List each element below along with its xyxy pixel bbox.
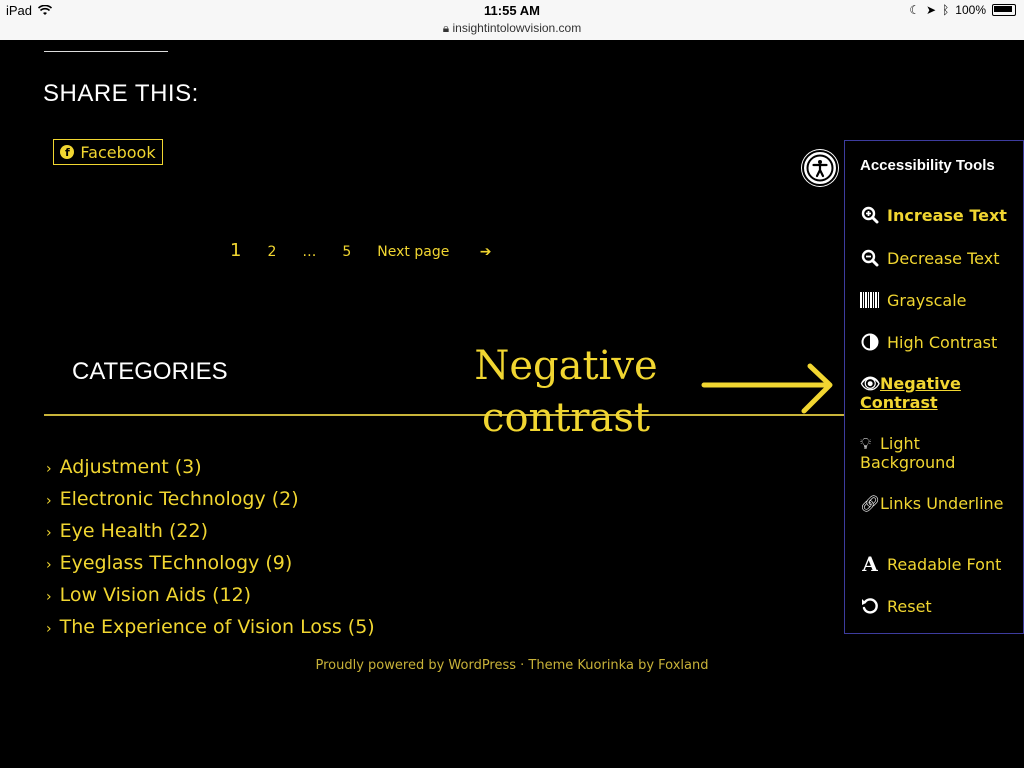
high-contrast-label: High Contrast (887, 332, 998, 352)
barcode-icon (860, 290, 880, 310)
lock-icon: 🔒︎ (442, 21, 450, 35)
reset-button[interactable] (860, 596, 932, 616)
accessibility-icon (806, 154, 834, 182)
divider (44, 51, 168, 52)
category-item[interactable] (46, 548, 375, 580)
reset-icon (860, 596, 880, 616)
contrast-icon (860, 332, 880, 352)
chevron-right-icon: › (46, 557, 52, 573)
chevron-right-icon: › (46, 589, 52, 605)
status-time: 11:55 AM (484, 3, 540, 18)
grayscale-label: Grayscale (887, 290, 967, 310)
page-2-link[interactable]: 2 (267, 244, 277, 260)
category-link[interactable]: Adjustment (3) (59, 456, 202, 478)
categories-list (46, 452, 375, 644)
lightbulb-icon: 💡︎ (860, 434, 872, 453)
url-text: insightintolowvision.com (452, 21, 582, 35)
decrease-text-label: Decrease Text (887, 248, 1000, 268)
battery-percent: 100% (955, 3, 986, 17)
battery-icon (992, 4, 1016, 16)
footer-credits: Proudly powered by WordPress · Theme Kuorinka by Foxland (315, 658, 709, 673)
category-link[interactable]: The Experience of Vision Loss (5) (59, 616, 375, 638)
annotation-arrow-icon (700, 363, 835, 415)
accessibility-panel (844, 140, 1024, 634)
increase-text-label: Increase Text (887, 205, 1007, 225)
high-contrast-button[interactable] (860, 332, 997, 352)
annotation-line-2: contrast (482, 395, 650, 441)
chevron-right-icon: › (46, 461, 52, 477)
light-background-button[interactable] (860, 434, 1020, 472)
category-link[interactable]: Low Vision Aids (12) (59, 584, 252, 606)
links-underline-label: Links Underline (880, 494, 1004, 513)
device-label: iPad (6, 3, 33, 18)
negative-contrast-label: Negative Contrast (860, 374, 961, 412)
page-5-link[interactable]: 5 (342, 244, 352, 260)
readable-font-button[interactable] (860, 554, 1001, 574)
pagination (230, 240, 544, 261)
category-item[interactable] (46, 580, 375, 612)
negative-contrast-button[interactable] (860, 374, 1020, 412)
accessibility-toggle-button[interactable] (802, 150, 838, 186)
links-underline-button[interactable] (860, 494, 1020, 513)
category-item[interactable] (46, 516, 375, 548)
share-title: SHARE THIS: (43, 80, 199, 107)
status-right (909, 3, 1016, 17)
link-icon: 🔗︎ (860, 494, 881, 513)
address-bar[interactable] (0, 21, 1024, 36)
category-item[interactable] (46, 452, 375, 484)
facebook-icon: f (60, 145, 74, 159)
eye-icon: 👁︎ (860, 374, 881, 393)
page-1-current: 1 (230, 240, 242, 261)
increase-text-button[interactable] (860, 205, 1007, 225)
annotation-line-1: Negative (474, 343, 658, 389)
category-link[interactable]: Eyeglass TEchnology (9) (59, 552, 293, 574)
location-icon: ➤ (926, 3, 937, 17)
page-ellipsis: … (302, 244, 317, 260)
chevron-right-icon: › (46, 493, 52, 509)
category-link[interactable]: Electronic Technology (2) (59, 488, 299, 510)
status-bar (0, 0, 1024, 40)
category-item[interactable] (46, 612, 375, 644)
decrease-text-button[interactable] (860, 248, 999, 268)
next-page-link[interactable] (377, 244, 517, 260)
annotation-label (470, 340, 662, 444)
category-link[interactable]: Eye Health (22) (59, 520, 209, 542)
readable-font-label: Readable Font (887, 554, 1002, 574)
zoom-out-icon (860, 248, 880, 268)
moon-icon: ☾ (909, 3, 921, 17)
bluetooth-icon: ᛒ (942, 3, 950, 17)
categories-title: CATEGORIES (72, 358, 228, 385)
zoom-in-icon (860, 205, 880, 225)
panel-title: Accessibility Tools (860, 157, 995, 174)
chevron-right-icon: › (46, 621, 52, 637)
reset-label: Reset (887, 596, 932, 616)
chevron-right-icon: › (46, 525, 52, 541)
facebook-share-button[interactable] (53, 139, 163, 165)
next-page-label: Next page (377, 244, 450, 260)
arrow-right-icon: ➔ (479, 244, 492, 260)
facebook-label: Facebook (80, 142, 156, 162)
light-background-label: Light Background (860, 434, 956, 472)
font-icon: A (862, 552, 878, 576)
category-item[interactable] (46, 484, 375, 516)
grayscale-button[interactable] (860, 290, 966, 310)
